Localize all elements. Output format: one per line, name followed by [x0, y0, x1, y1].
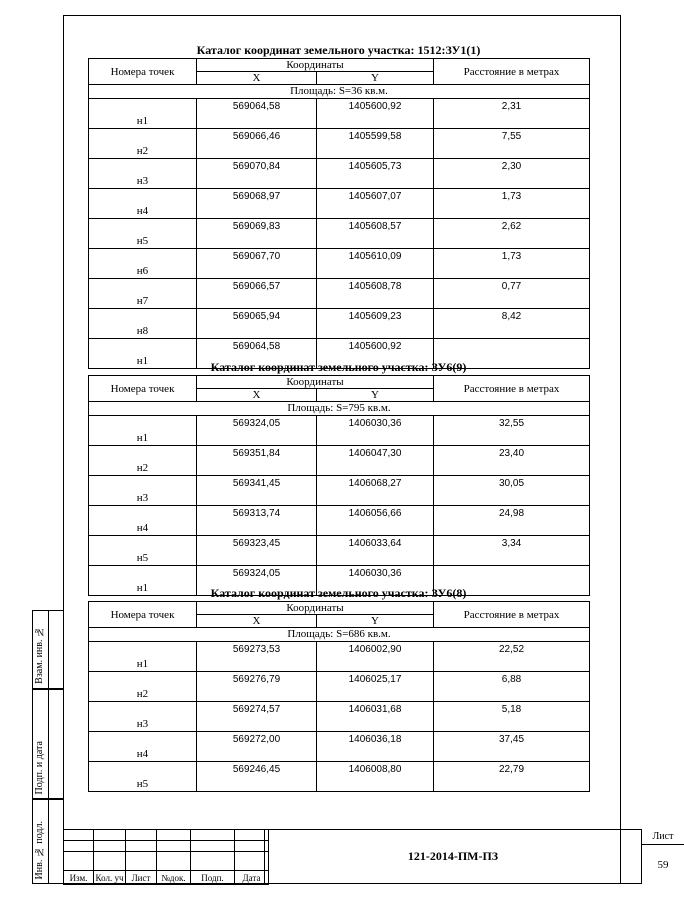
sheet-box	[641, 829, 684, 884]
x-cell: 569068,97	[197, 189, 317, 219]
x-cell: 569246,45	[197, 762, 317, 792]
header-distance: Расстояние в метрах	[434, 602, 590, 628]
distance-cell: 23,40	[434, 446, 590, 476]
area-label: Площадь: S=36 кв.м.	[89, 85, 590, 99]
point-cell: н5	[89, 536, 197, 566]
point-cell: н1	[89, 99, 197, 129]
catalog-title: Каталог координат земельного участка: 1512:ЗУ1(1)	[196, 43, 481, 57]
table-row	[89, 129, 590, 159]
point-cell: н3	[89, 476, 197, 506]
y-cell: 1405608,57	[317, 219, 434, 249]
x-cell: 569070,84	[197, 159, 317, 189]
coords-table	[88, 375, 590, 596]
point-cell: н5	[89, 762, 197, 792]
header-y: Y	[317, 615, 434, 628]
catalog-3	[88, 585, 589, 792]
table-row	[89, 279, 590, 309]
x-cell: 569065,94	[197, 309, 317, 339]
y-cell: 1406008,80	[317, 762, 434, 792]
y-cell: 1405599,58	[317, 129, 434, 159]
x-cell: 569341,45	[197, 476, 317, 506]
table-row	[89, 159, 590, 189]
x-cell: 569273,53	[197, 642, 317, 672]
side-label-podp: Подп. и дата	[34, 740, 45, 794]
point-cell: н2	[89, 672, 197, 702]
side-label-inv: Инв. № подл.	[34, 820, 45, 879]
point-cell: н5	[89, 219, 197, 249]
catalog-title: Каталог координат земельного участка: ЗУ6(9)	[210, 360, 467, 374]
distance-cell: 32,55	[434, 416, 590, 446]
y-cell: 1405610,09	[317, 249, 434, 279]
table-row	[89, 219, 590, 249]
rows-body	[89, 99, 590, 369]
distance-cell: 7,55	[434, 129, 590, 159]
point-cell: н4	[89, 189, 197, 219]
x-cell: 569064,58	[197, 99, 317, 129]
point-cell: н1	[89, 339, 197, 369]
sheet-number: 59	[657, 858, 669, 871]
table-row	[89, 189, 590, 219]
point-cell: н4	[89, 732, 197, 762]
point-cell: н1	[89, 642, 197, 672]
x-cell: 569324,05	[197, 566, 317, 596]
y-cell: 1405600,92	[317, 339, 434, 369]
y-cell: 1406030,36	[317, 416, 434, 446]
x-cell: 569274,57	[197, 702, 317, 732]
header-coords: Координаты	[197, 602, 434, 615]
side-cell-vzam	[32, 610, 63, 689]
table-row	[89, 642, 590, 672]
x-cell: 569067,70	[197, 249, 317, 279]
y-cell: 1405600,92	[317, 99, 434, 129]
distance-cell: 22,52	[434, 642, 590, 672]
document-code: 121-2014-ПМ-ПЗ	[264, 829, 642, 884]
table-row	[89, 249, 590, 279]
catalog-2	[88, 359, 589, 596]
distance-cell: 5,18	[434, 702, 590, 732]
x-cell: 569351,84	[197, 446, 317, 476]
y-cell: 1406056,66	[317, 506, 434, 536]
distance-cell: 37,45	[434, 732, 590, 762]
distance-cell: 24,98	[434, 506, 590, 536]
y-cell: 1406068,27	[317, 476, 434, 506]
header-points: Номера точек	[89, 376, 197, 402]
x-cell: 569066,46	[197, 129, 317, 159]
side-stamp	[32, 610, 63, 884]
header-coords: Координаты	[197, 59, 434, 72]
header-points: Номера точек	[89, 602, 197, 628]
table-row	[89, 702, 590, 732]
stamp-col-podp: Подп.	[191, 871, 235, 885]
rows-body	[89, 416, 590, 596]
table-row	[89, 99, 590, 129]
sheet-label: Лист	[642, 829, 684, 845]
rows-body	[89, 642, 590, 792]
y-cell: 1406030,36	[317, 566, 434, 596]
y-cell: 1405605,73	[317, 159, 434, 189]
y-cell: 1405609,23	[317, 309, 434, 339]
table-row	[89, 536, 590, 566]
header-x: X	[197, 389, 317, 402]
stamp-col-data: Дата	[235, 871, 269, 885]
header-y: Y	[317, 72, 434, 85]
distance-cell: 1,73	[434, 189, 590, 219]
revision-grid	[63, 829, 269, 885]
x-cell: 569069,83	[197, 219, 317, 249]
point-cell: н2	[89, 446, 197, 476]
catalog-1	[88, 42, 589, 369]
point-cell: н3	[89, 159, 197, 189]
catalog-title: Каталог координат земельного участка: ЗУ6(8)	[210, 586, 467, 600]
header-distance: Расстояние в метрах	[434, 376, 590, 402]
x-cell: 569272,00	[197, 732, 317, 762]
x-cell: 569276,79	[197, 672, 317, 702]
side-label-vzam: Взам. инв. №	[34, 626, 45, 684]
distance-cell: 0,77	[434, 279, 590, 309]
stamp-col-ndok: №док.	[157, 871, 191, 885]
point-cell: н4	[89, 506, 197, 536]
distance-cell: 8,42	[434, 309, 590, 339]
header-points: Номера точек	[89, 59, 197, 85]
y-cell: 1406002,90	[317, 642, 434, 672]
area-label: Площадь: S=795 кв.м.	[89, 402, 590, 416]
table-row	[89, 732, 590, 762]
point-cell: н8	[89, 309, 197, 339]
header-y: Y	[317, 389, 434, 402]
distance-cell: 1,73	[434, 249, 590, 279]
header-x: X	[197, 615, 317, 628]
table-row	[89, 762, 590, 792]
side-cell-podp	[32, 689, 63, 799]
distance-cell: 6,88	[434, 672, 590, 702]
table-row	[89, 446, 590, 476]
table-row	[89, 672, 590, 702]
y-cell: 1405607,07	[317, 189, 434, 219]
point-cell: н6	[89, 249, 197, 279]
title-block	[63, 829, 674, 884]
header-x: X	[197, 72, 317, 85]
point-cell: н1	[89, 416, 197, 446]
y-cell: 1406036,18	[317, 732, 434, 762]
area-label: Площадь: S=686 кв.м.	[89, 628, 590, 642]
distance-cell: 3,34	[434, 536, 590, 566]
point-cell: н2	[89, 129, 197, 159]
header-distance: Расстояние в метрах	[434, 59, 590, 85]
table-row	[89, 309, 590, 339]
point-cell: н7	[89, 279, 197, 309]
distance-cell: 2,62	[434, 219, 590, 249]
header-coords: Координаты	[197, 376, 434, 389]
distance-cell: 22,79	[434, 762, 590, 792]
distance-cell: 2,31	[434, 99, 590, 129]
stamp-col-koluch: Кол. уч	[94, 871, 126, 885]
point-cell: н1	[89, 566, 197, 596]
table-row	[89, 416, 590, 446]
y-cell: 1406025,17	[317, 672, 434, 702]
stamp-col-list: Лист	[126, 871, 157, 885]
table-row	[89, 476, 590, 506]
table-row	[89, 506, 590, 536]
y-cell: 1405608,78	[317, 279, 434, 309]
x-cell: 569313,74	[197, 506, 317, 536]
y-cell: 1406033,64	[317, 536, 434, 566]
distance-cell: 2,30	[434, 159, 590, 189]
x-cell: 569064,58	[197, 339, 317, 369]
stamp-col-izm: Изм.	[64, 871, 94, 885]
point-cell: н3	[89, 702, 197, 732]
y-cell: 1406047,30	[317, 446, 434, 476]
x-cell: 569324,05	[197, 416, 317, 446]
distance-cell: 30,05	[434, 476, 590, 506]
coords-table	[88, 601, 590, 792]
side-cell-inv	[32, 799, 63, 884]
coords-table	[88, 58, 590, 369]
x-cell: 569323,45	[197, 536, 317, 566]
y-cell: 1406031,68	[317, 702, 434, 732]
x-cell: 569066,57	[197, 279, 317, 309]
